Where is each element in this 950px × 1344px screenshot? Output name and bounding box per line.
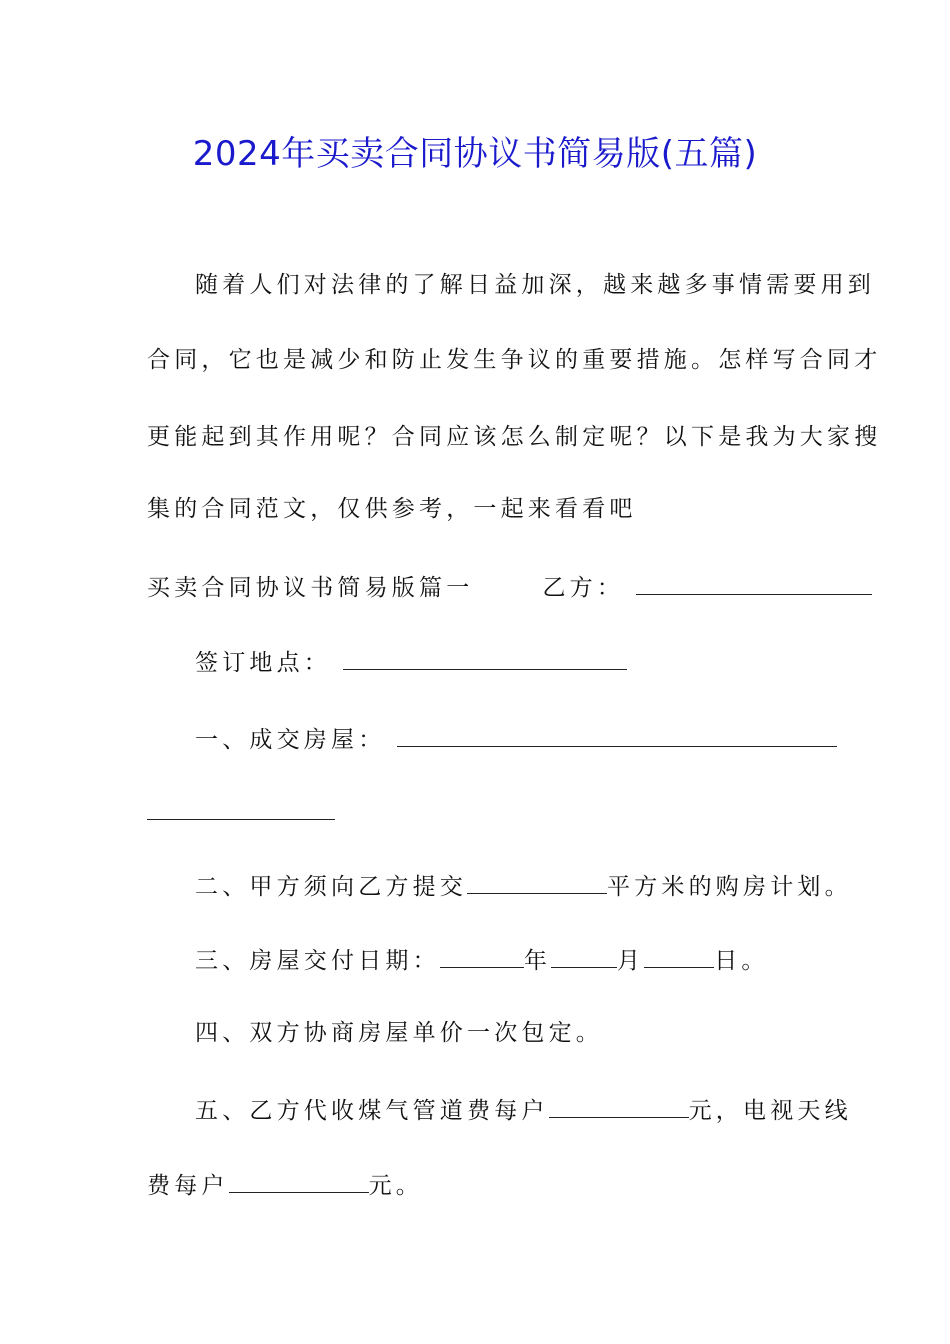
item-5-blank-2	[229, 1168, 369, 1193]
item-5-row	[195, 1093, 852, 1126]
item-2-pre: 二、甲方须向乙方提交	[195, 874, 467, 900]
item-3-row	[195, 943, 769, 976]
item-5-end: 元。	[368, 1173, 424, 1199]
item-1-row	[195, 722, 837, 755]
item-3-pre: 三、房屋交付日期：	[195, 948, 440, 974]
intro-line-1: 随着人们对法律的了解日益加深，越来越多事情需要用到	[195, 272, 875, 298]
item-1-blank	[397, 722, 837, 747]
party-b-blank	[636, 570, 872, 595]
intro-line-3: 更能起到其作用呢？合同应该怎么制定呢？以下是我为大家搜	[147, 424, 882, 450]
sign-place-row	[195, 645, 627, 678]
sign-place-blank	[343, 645, 627, 670]
item-5-blank-1	[549, 1093, 689, 1118]
item-4: 四、双方协商房屋单价一次包定。	[195, 1020, 603, 1046]
item-3-month: 月	[617, 948, 645, 974]
section-heading: 买卖合同协议书简易版篇一	[147, 575, 474, 601]
item-2-blank	[467, 869, 607, 894]
intro-line-4: 集的合同范文，仅供参考，一起来看看吧	[147, 496, 637, 522]
item-1-blank-continued	[147, 819, 335, 820]
intro-line-2: 合同，它也是减少和防止发生争议的重要措施。怎样写合同才	[147, 347, 882, 373]
item-5-cont: 费每户	[147, 1173, 229, 1199]
section-heading-row	[147, 570, 872, 603]
day-blank	[644, 943, 714, 968]
item-3-year: 年	[523, 948, 552, 974]
year-blank	[440, 943, 524, 968]
month-blank	[551, 943, 617, 968]
item-1-label: 一、成交房屋：	[195, 727, 386, 753]
item-2-row	[195, 869, 852, 902]
item-3-day: 日。	[714, 948, 769, 974]
party-b-label: 乙方：	[542, 575, 625, 601]
sign-place-label: 签订地点：	[195, 650, 331, 676]
item-2-post: 平方米的购房计划。	[607, 874, 852, 900]
item-5-mid: 元，电视天线	[688, 1098, 852, 1124]
item-5-cont-row	[147, 1168, 423, 1201]
document-title: 2024年买卖合同协议书简易版(五篇)	[192, 134, 758, 174]
item-5-pre: 五、乙方代收煤气管道费每户	[195, 1098, 549, 1124]
